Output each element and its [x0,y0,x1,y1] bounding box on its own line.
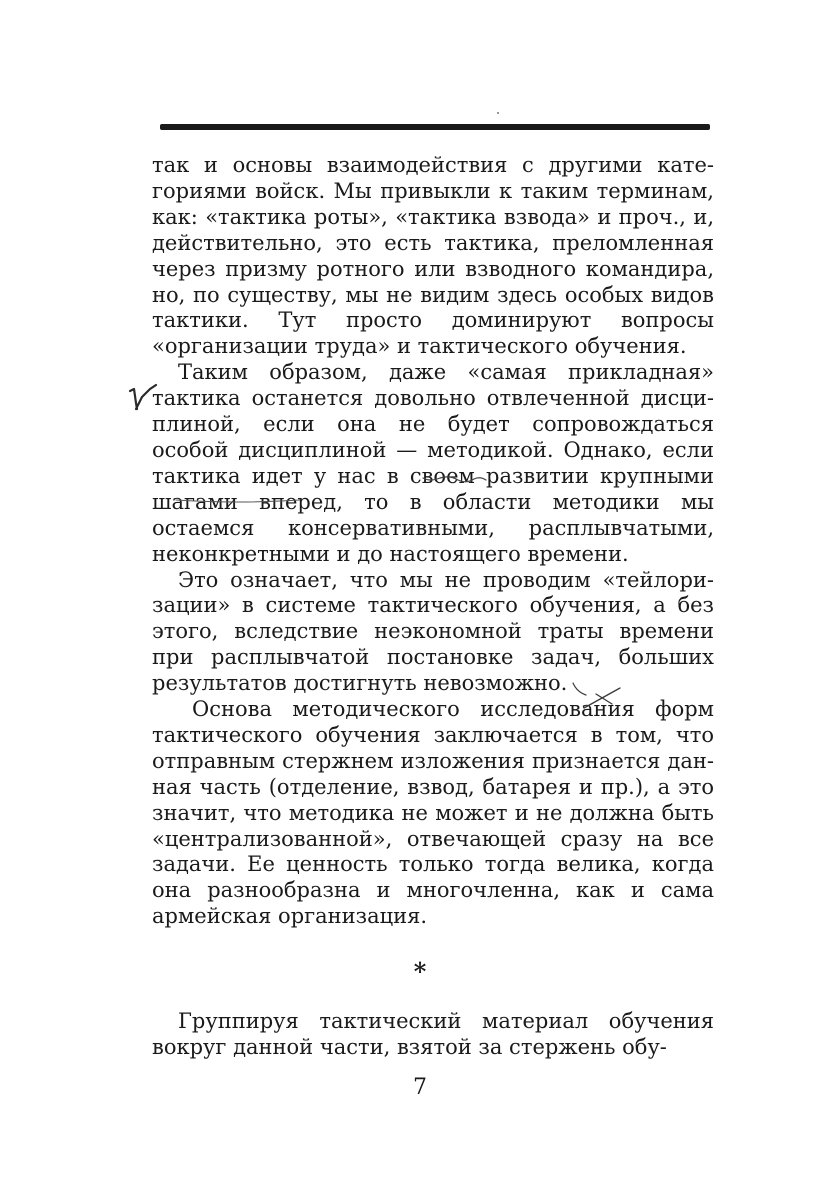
print-speck [497,112,499,114]
paragraph-method-basis: Основа методического исследования форм тактического обучения заключается в том, что отправным стержнем изложения признается данная часть (отделение, взвод, батарея и пр.), а это значит, что методика не может и не должна быть «централизованной», отвечающей сразу на все задачи. Ее ценность только тогда велика, когда она разнообразна и многочленна, как и сама армейская организация. [152,697,714,929]
paragraph-continuation: так и основы взаимодействия с другими категориями войск. Мы привыкли к таким терминам, как: «тактика роты», «тактика взвода» и проч., и, действительно, это есть тактика, преломленная через призму ротного или взводного командира, но, по существу, мы не видим здесь особых видов тактики. Тут просто доминируют вопросы «организации труда» и тактического обучения. [152,153,714,359]
section-separator: * [413,957,427,986]
paragraph-grouping: Группируя тактический материал обучения вокруг данной части, взятой за стержень обу- [152,1009,714,1059]
header-rule [160,124,710,130]
paragraph-abstract-tactics: Таким образом, даже «самая прикладная» тактика останется довольно отвлеченной дисциплиной, если она не будет сопровождаться особой дисциплиной — методикой. Однако, если тактика идет у нас в своем развитии крупными шагами вперед, то в области методики мы остаемся консервативными, расплывчатыми, неконкретными и до настоящего времени. [152,360,714,566]
page-number: 7 [413,1075,427,1100]
main-text [152,153,714,930]
paragraph-taylorization: Это означает, что мы не проводим «тейлоризации» в системе тактического обучения, а без этого, вследствие неэкономной траты времени при расплывчатой постановке задач, больших результатов достигнуть невозможно. [152,567,714,696]
closing-text [152,1008,714,1060]
